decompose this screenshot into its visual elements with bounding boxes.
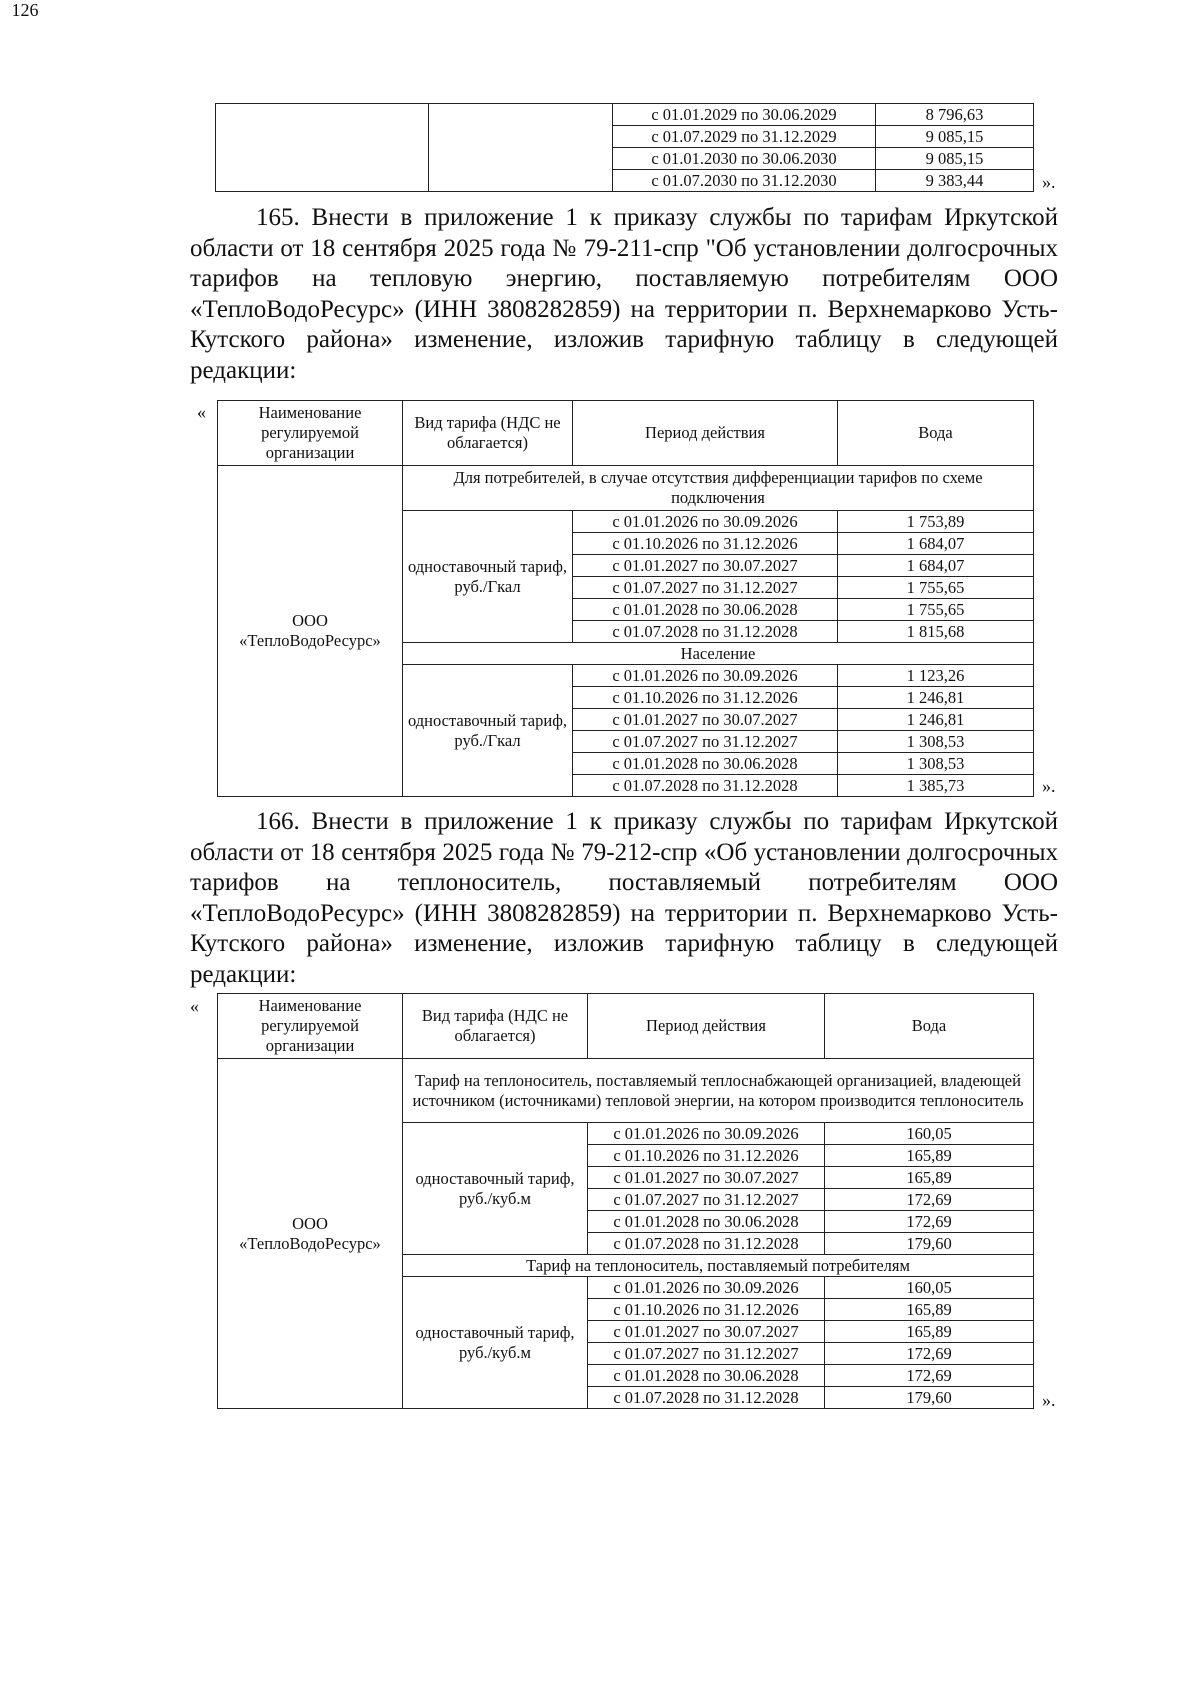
value-cell: 1 684,07 [838, 533, 1034, 555]
value-cell: 172,69 [825, 1189, 1034, 1211]
period-cell: с 01.01.2028 по 30.06.2028 [588, 1211, 825, 1233]
continued-tariff-table [215, 103, 1034, 192]
period-cell: с 01.01.2026 по 30.09.2026 [573, 511, 838, 533]
paragraph-166 [190, 807, 1058, 990]
value-cell: 9 383,44 [876, 170, 1034, 192]
open-quote: « [190, 996, 199, 1016]
period-cell: с 01.10.2026 по 31.12.2026 [573, 687, 838, 709]
value-cell: 179,60 [825, 1387, 1034, 1409]
paragraph-165 [190, 203, 1058, 386]
period-cell: с 01.01.2028 по 30.06.2028 [588, 1365, 825, 1387]
period-cell: с 01.01.2030 по 30.06.2030 [613, 148, 876, 170]
value-cell: 1 123,26 [838, 665, 1034, 687]
header-row [218, 994, 1034, 1059]
value-cell: 160,05 [825, 1277, 1034, 1299]
value-cell: 1 308,53 [838, 753, 1034, 775]
value-cell: 165,89 [825, 1299, 1034, 1321]
period-cell: с 01.07.2027 по 31.12.2027 [588, 1343, 825, 1365]
period-cell: с 01.01.2028 по 30.06.2028 [573, 599, 838, 621]
empty-cell [216, 104, 429, 192]
header-tariff-type: Вид тарифа (НДС не облагается) [403, 401, 573, 466]
value-cell: 1 385,73 [838, 775, 1034, 797]
tariff-type-cell: одноставочный тариф, руб./Гкал [403, 665, 573, 797]
close-quote: ». [1042, 776, 1056, 796]
organization-cell: ООО «ТеплоВодоРесурс» [218, 466, 403, 797]
period-cell: с 01.07.2028 по 31.12.2028 [588, 1233, 825, 1255]
tariff-type-cell: одноставочный тариф, руб./Гкал [403, 511, 573, 643]
value-cell: 165,89 [825, 1145, 1034, 1167]
value-cell: 165,89 [825, 1167, 1034, 1189]
group-title: Население [403, 643, 1034, 665]
paragraph-165-text: 165. Внести в приложение 1 к приказу службы по тарифам Иркутской области от 18 сентября 2025 года № 79-211-спр "Об установлении долгосрочных тарифов на тепловую энергию, поставляемую потребителям ООО «ТеплоВодоРесурс» (ИНН 3808282859) на территории п. Верхнемарково Усть-Кутского района» изменение, изложив тарифную таблицу в следующей редакции: [190, 204, 1058, 384]
header-water: Вода [838, 401, 1034, 466]
header-organization: Наименование регулируемой организации [218, 401, 403, 466]
period-cell: с 01.10.2026 по 31.12.2026 [588, 1145, 825, 1167]
period-cell: с 01.07.2027 по 31.12.2027 [588, 1189, 825, 1211]
period-cell: с 01.07.2030 по 31.12.2030 [613, 170, 876, 192]
period-cell: с 01.01.2026 по 30.09.2026 [573, 665, 838, 687]
value-cell: 8 796,63 [876, 104, 1034, 126]
close-quote: ». [1042, 172, 1056, 192]
period-cell: с 01.01.2026 по 30.09.2026 [588, 1277, 825, 1299]
group-title: Тариф на теплоноситель, поставляемый теплоснабжающей организацией, владеющей источником (источниками) тепловой энергии, на котором производится теплоноситель [403, 1059, 1034, 1123]
page-number: 126 [11, 0, 39, 20]
period-cell: с 01.01.2027 по 30.07.2027 [573, 709, 838, 731]
group-title-row [218, 1059, 1034, 1123]
period-cell: с 01.01.2028 по 30.06.2028 [573, 753, 838, 775]
value-cell: 160,05 [825, 1123, 1034, 1145]
value-cell: 1 246,81 [838, 687, 1034, 709]
value-cell: 172,69 [825, 1365, 1034, 1387]
value-cell: 1 815,68 [838, 621, 1034, 643]
period-cell: с 01.01.2027 по 30.07.2027 [588, 1167, 825, 1189]
value-cell: 1 755,65 [838, 577, 1034, 599]
period-cell: с 01.01.2027 по 30.07.2027 [588, 1321, 825, 1343]
header-water: Вода [825, 994, 1034, 1059]
value-cell: 1 308,53 [838, 731, 1034, 753]
value-cell: 9 085,15 [876, 126, 1034, 148]
value-cell: 172,69 [825, 1211, 1034, 1233]
period-cell: с 01.07.2027 по 31.12.2027 [573, 731, 838, 753]
value-cell: 1 684,07 [838, 555, 1034, 577]
period-cell: с 01.10.2026 по 31.12.2026 [588, 1299, 825, 1321]
header-tariff-type: Вид тарифа (НДС не облагается) [403, 994, 588, 1059]
tariff-type-cell: одноставочный тариф, руб./куб.м [403, 1277, 588, 1409]
period-cell: с 01.01.2027 по 30.07.2027 [573, 555, 838, 577]
table-row [216, 104, 1034, 126]
header-row [218, 401, 1034, 466]
period-cell: с 01.07.2028 по 31.12.2028 [573, 621, 838, 643]
period-cell: с 01.07.2028 по 31.12.2028 [573, 775, 838, 797]
header-organization: Наименование регулируемой организации [218, 994, 403, 1059]
value-cell: 172,69 [825, 1343, 1034, 1365]
tariff-type-cell: одноставочный тариф, руб./куб.м [403, 1123, 588, 1255]
organization-cell: ООО «ТеплоВодоРесурс» [218, 1059, 403, 1409]
tariff-table-166 [217, 993, 1034, 1409]
group-title: Для потребителей, в случае отсутствия дифференциации тарифов по схеме подключения [403, 466, 1034, 511]
open-quote: « [197, 402, 206, 422]
period-cell: с 01.07.2027 по 31.12.2027 [573, 577, 838, 599]
close-quote: ». [1042, 1390, 1056, 1410]
group-title: Тариф на теплоноситель, поставляемый потребителям [403, 1255, 1034, 1277]
period-cell: с 01.07.2029 по 31.12.2029 [613, 126, 876, 148]
empty-cell [429, 104, 613, 192]
paragraph-166-text: 166. Внести в приложение 1 к приказу службы по тарифам Иркутской области от 18 сентября 2025 года № 79-212-спр «Об установлении долгосрочных тарифов на теплоноситель, поставляемый потребителям ООО «ТеплоВодоРесурс» (ИНН 3808282859) на территории п. Верхнемарково Усть-Кутского района» изменение, изложив тарифную таблицу в следующей редакции: [190, 808, 1058, 988]
period-cell: с 01.07.2028 по 31.12.2028 [588, 1387, 825, 1409]
period-cell: с 01.01.2029 по 30.06.2029 [613, 104, 876, 126]
value-cell: 165,89 [825, 1321, 1034, 1343]
header-period: Период действия [573, 401, 838, 466]
value-cell: 9 085,15 [876, 148, 1034, 170]
value-cell: 179,60 [825, 1233, 1034, 1255]
period-cell: с 01.01.2026 по 30.09.2026 [588, 1123, 825, 1145]
tariff-table-165 [217, 400, 1034, 797]
value-cell: 1 753,89 [838, 511, 1034, 533]
header-period: Период действия [588, 994, 825, 1059]
group-title-row [218, 466, 1034, 511]
value-cell: 1 246,81 [838, 709, 1034, 731]
period-cell: с 01.10.2026 по 31.12.2026 [573, 533, 838, 555]
value-cell: 1 755,65 [838, 599, 1034, 621]
